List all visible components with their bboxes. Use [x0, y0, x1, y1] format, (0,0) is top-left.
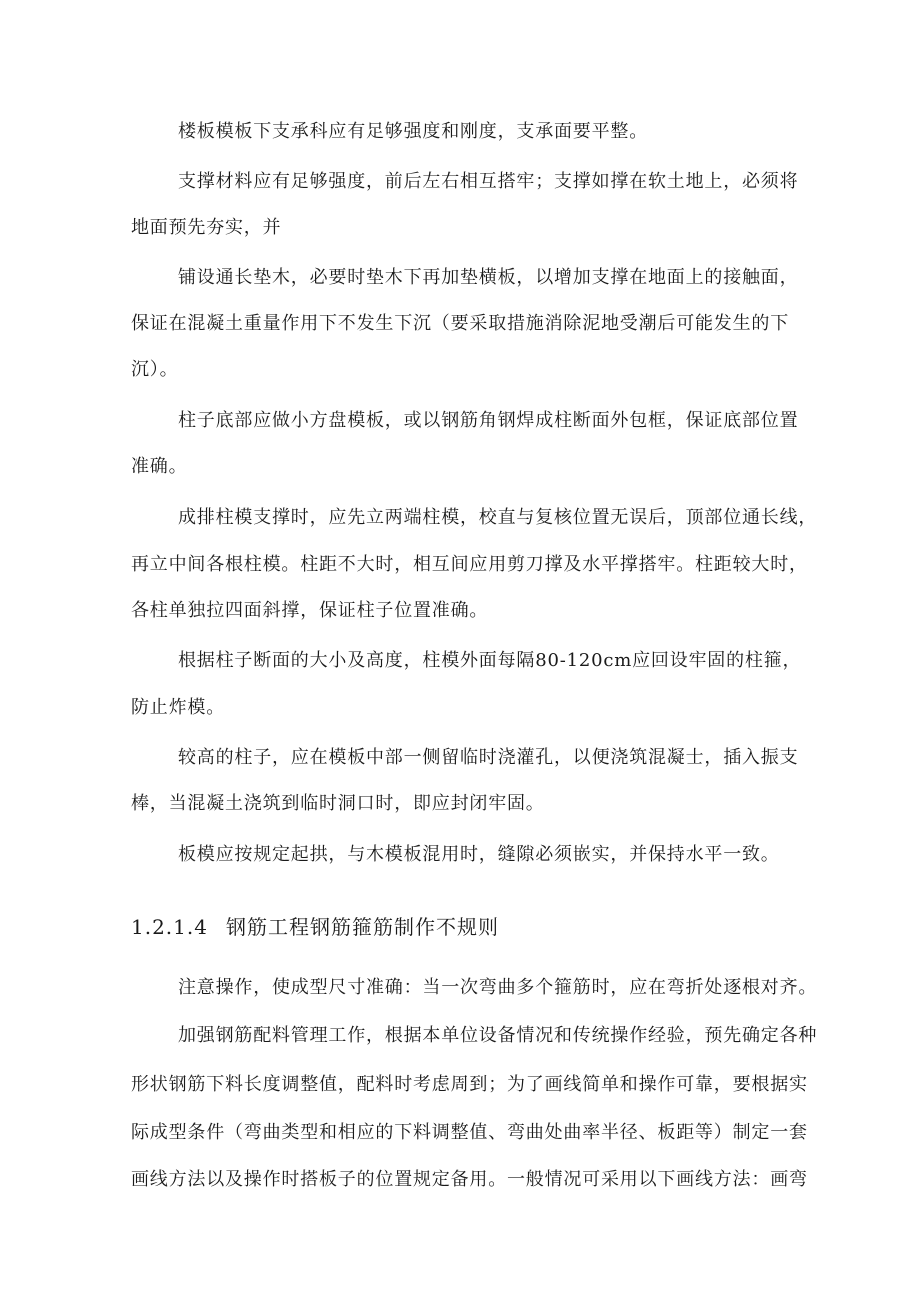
paragraph-4-line-1: 柱子底部应做小方盘模板，或以钢筋角钢焊成柱断面外包框，保证底部位置: [178, 410, 799, 431]
paragraph-6-line-2: 防止炸模。: [131, 697, 225, 718]
paragraph-3-line-2: 保证在混凝土重量作用下不发生下沉（要采取措施消除泥地受潮后可能发生的下: [131, 313, 789, 334]
paragraph-10-line-3: 际成型条件（弯曲类型和相应的下料调整值、弯曲处曲率半径、板距等）制定一套: [131, 1122, 808, 1143]
paragraph-8-line-1: 板模应按规定起拱，与木模板混用时，缝隙必须嵌实，并保持水平一致。: [178, 844, 780, 865]
paragraph-2-line-1: 支撑材料应有足够强度，前后左右相互搭牢；支撑如撑在软土地上，必须将: [178, 171, 799, 192]
section-title: 钢筋工程钢筋箍筋制作不规则: [226, 915, 499, 939]
section-heading: [131, 914, 499, 940]
paragraph-7-line-1: 较高的柱子，应在模板中部一侧留临时浇灌孔，以便浇筑混凝士，插入振支: [178, 747, 799, 768]
paragraph-5-line-3: 各柱单独拉四面斜撑，保证柱子位置准确。: [131, 600, 489, 621]
paragraph-3-line-1: 铺设通长垫木，必要时垫木下再加垫横板，以增加支撑在地面上的接触面，: [178, 267, 799, 288]
paragraph-5-line-2: 再立中间各根柱模。柱距不大时，相互间应用剪刀撑及水平撑搭牢。柱距较大时，: [131, 554, 808, 575]
paragraph-10-line-4: 画线方法以及操作时搭板子的位置规定备用。一般情况可采用以下画线方法：画弯: [131, 1169, 808, 1190]
paragraph-10-line-2: 形状钢筋下料长度调整值，配料时考虑周到；为了画线简单和操作可靠，要根据实: [131, 1074, 808, 1095]
paragraph-5-line-1: 成排柱模支撑时，应先立两端柱模，校直与复核位置无误后，顶部位通长线，: [178, 507, 818, 528]
paragraph-6-line-1: 根据柱子断面的大小及高度，柱模外面每隔80-120cm应回设牢固的柱箍，: [178, 650, 802, 671]
paragraph-4-line-2: 准确。: [131, 456, 188, 477]
section-number: 1.2.1.4: [131, 915, 208, 939]
paragraph-1-line-1: 楼板模板下支承科应有足够强度和刚度，支承面要平整。: [178, 121, 648, 142]
paragraph-9-line-1: 注意操作，使成型尺寸准确：当一次弯曲多个箍筋时，应在弯折处逐根对齐。: [178, 977, 818, 998]
paragraph-10-line-1: 加强钢筋配料管理工作，根据本单位设备情况和传统操作经验，预先确定各种: [178, 1025, 818, 1046]
paragraph-2-line-2: 地面预先夯实，并: [131, 217, 282, 238]
paragraph-3-line-3: 沉）。: [131, 359, 179, 380]
paragraph-7-line-2: 棒，当混凝土浇筑到临时洞口时，即应封闭牢固。: [131, 793, 545, 814]
